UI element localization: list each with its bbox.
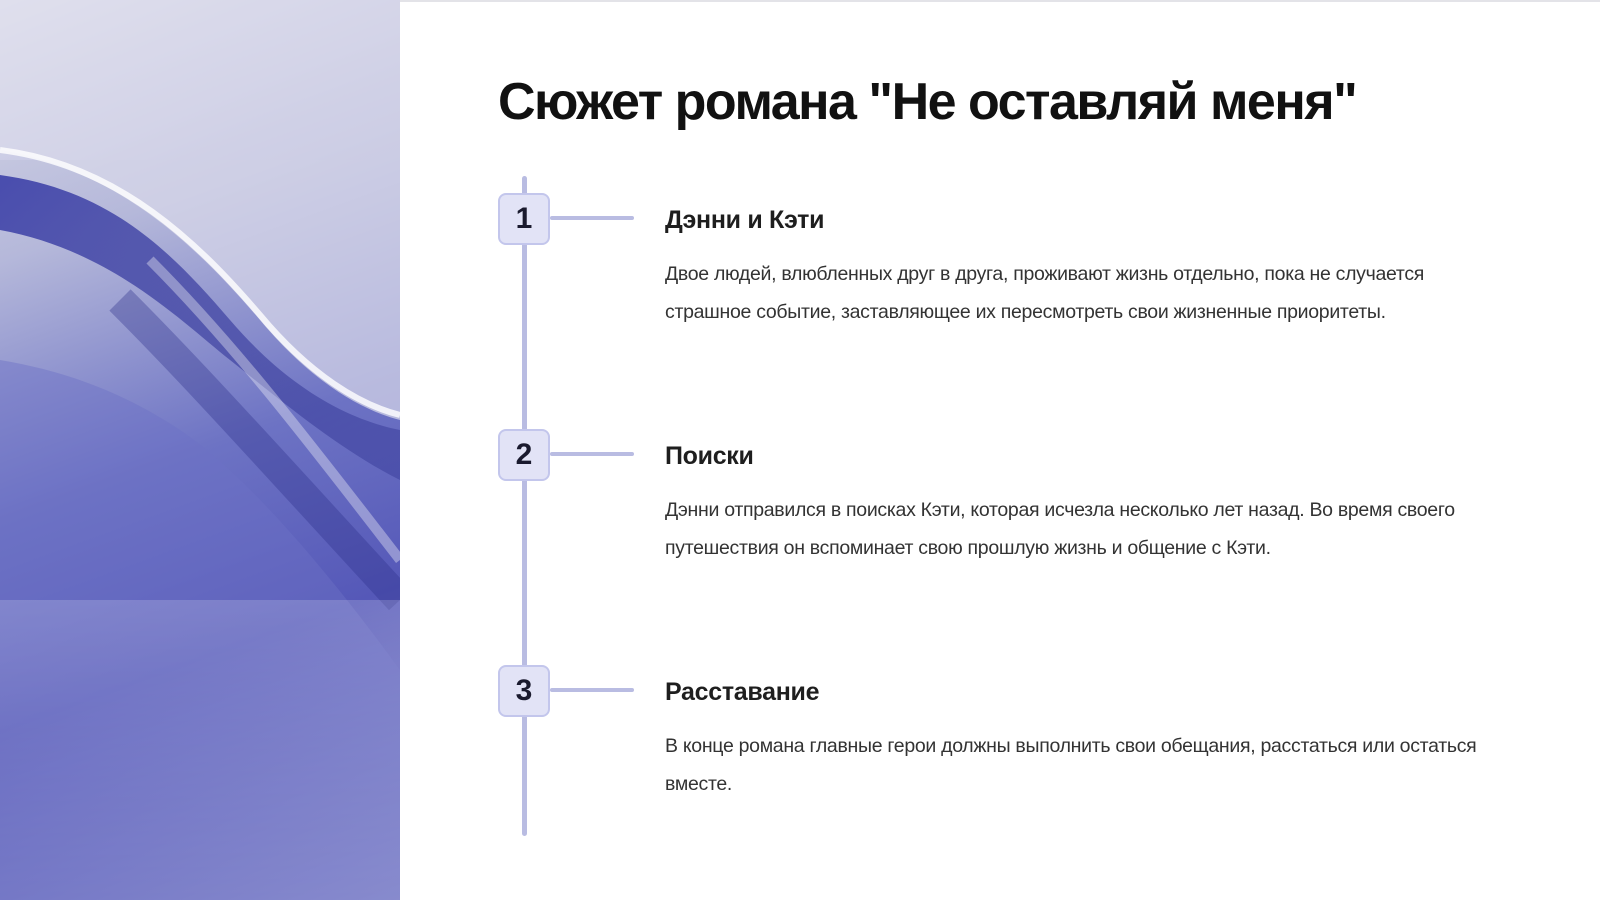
step-connector: [550, 216, 634, 220]
step-number-badge: 3: [498, 665, 550, 717]
step-description: Двое людей, влюбленных друг в друга, проживают жизнь отдельно, пока не случается страшное событие, заставляющее их пересмотреть свои жизненные приоритеты.: [665, 263, 1425, 323]
top-divider: [400, 0, 1600, 2]
step-connector: [550, 688, 634, 692]
step-title: Поиски: [665, 442, 754, 470]
step-connector: [550, 452, 634, 456]
step-number-badge: 2: [498, 429, 550, 481]
step-description: В конце романа главные герои должны выполнить свои обещания, расстаться или остаться вместе.: [665, 735, 1477, 795]
slide-title: Сюжет романа "Не оставляй меня": [498, 73, 1357, 131]
timeline-line: [522, 176, 527, 836]
step-number-badge: 1: [498, 193, 550, 245]
step-description: Дэнни отправился в поисках Кэти, которая исчезла несколько лет назад. Во время своего путешествия он вспоминает свою прошлую жизнь и общение с Кэти.: [665, 499, 1455, 559]
step-title: Дэнни и Кэти: [665, 206, 825, 234]
decorative-wave-image: [0, 0, 400, 900]
step-title: Расставание: [665, 678, 820, 706]
